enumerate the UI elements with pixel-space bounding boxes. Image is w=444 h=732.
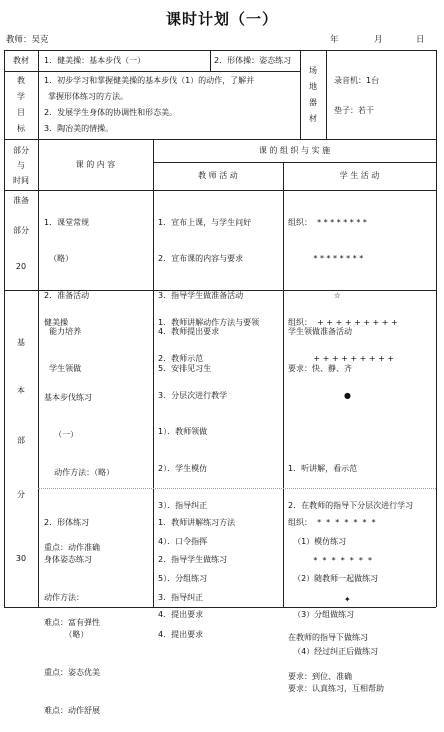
basic-teacher-activity-1: 1．教师讲解动作方法与要领 2．教师示范 3．分层次进行教学 1）．教师领做 2）．学生模仿 3）．指导纠正 4）．口令指挥 5）．分组练习 4．提出要求 [158,317,260,620]
material-item-1: 1．健美操：基本步伐（一） [44,56,146,65]
day-label: 日 [416,35,425,45]
basic-content-aerobics: 健美操 基本步伐练习 （一） 动作方法：（略） 重点：动作准确 难点：富有弹性 [44,317,115,628]
equipment-mats: 垫子：若干 [334,106,374,115]
prep-content: 1．课堂常规 （略） 2．准备活动 能力培养 学生领做 [44,217,90,373]
goal-line-2: 掌握形体练习的方法。 [48,92,128,101]
prep-student-activity: 组织： * * * * * * * * * * * * * * * * ☆ 学生领做准备活动 要求：快、静、齐 [288,217,367,373]
goal-line-4: 3．陶冶美的情操。 [44,124,114,133]
header-info [6,33,438,45]
basic-content-posture: 2．形体练习 身体姿态练习 动作方法： （略） 重点：姿态优美 难点：动作舒展 [44,517,100,715]
month-label: 月 [374,35,383,45]
organization-header: 课 的 组 织 与 实 施 [258,146,331,155]
material-label: 教材 [13,56,29,65]
basic-student-activity-1: 组织： + + + + + + + + + + + + + + + + + + ● 1．听讲解，看示范 2．在教师的指导下分层次进行学习 （1）模仿练习 （2）随教师一起做练习 （3）分组做练习 （4）经过纠正后做练习 要求：认真练习，互相帮助 [288,317,414,693]
prep-teacher-activity: 1．宣布上课，与学生问好 2．宣布课的内容与要求 3．指导学生做准备活动 4．教师提出要求 5．安排见习生 [158,217,252,373]
equipment-recorder: 录音机：1台 [334,76,380,85]
year-label: 年 [330,35,339,45]
student-activity-header: 学 生 活 动 [339,171,380,180]
goal-line-3: 2．发展学生身体的协调性和形态美。 [44,108,178,117]
content-header: 课 的 内 容 [75,160,116,169]
teacher-activity-header: 教 师 活 动 [198,171,238,180]
goal-line-1: 1．初步学习和掌握健美操的基本步伐（1）的动作，了解并 [44,76,255,85]
page-title: 课时计划（一） [165,10,278,28]
basic-student-activity-2: 组织： * * * * * * * * * * * * * * ✦ 在教师的指导下做练习 要求：到位、准确 [288,517,376,681]
teacher-name: 教师：吴克 [6,35,49,45]
material-item-2: 2．形体操：姿态练习 [214,56,292,65]
basic-teacher-activity-2: 1．教师讲解练习方法 2．指导学生做练习 3．指导纠正 4．提出要求 [158,517,236,640]
